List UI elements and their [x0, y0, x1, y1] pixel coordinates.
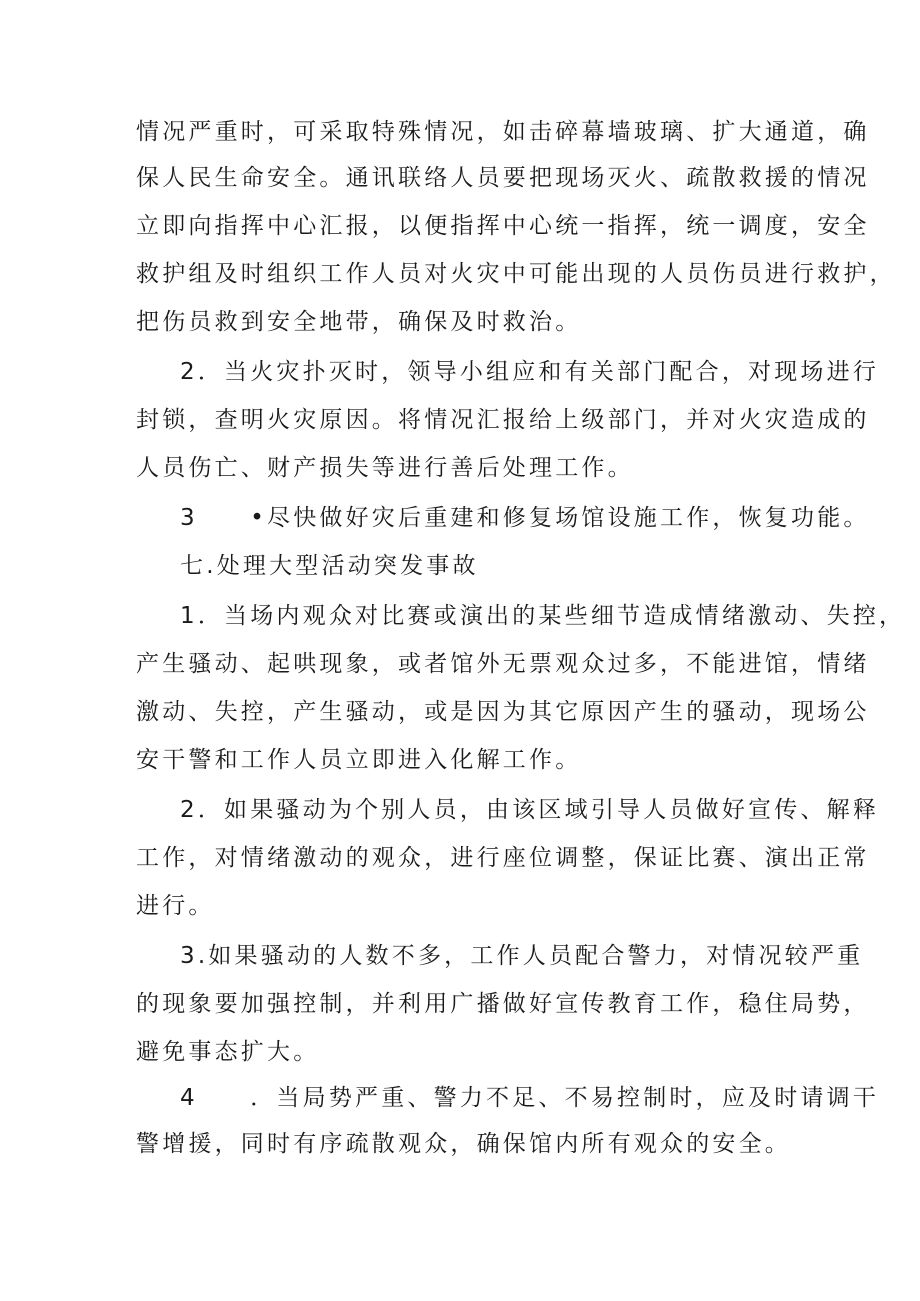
paragraph-line: 情况严重时，可采取特殊情况，如击碎幕墙玻璃、扩大通道，确: [136, 119, 870, 145]
paragraph-line: 安干警和工作人员立即进入化解工作。: [136, 747, 582, 773]
paragraph-line: 立即向指挥中心汇报，以便指挥中心统一指挥，统一调度，安全: [136, 213, 870, 239]
list-item-4-start: 4 ．当局势严重、警力不足、不易控制时，应及时请调干: [180, 1085, 880, 1111]
paragraph-line: 产生骚动、起哄现象，或者馆外无票观众过多，不能进馆，情绪: [136, 651, 870, 677]
section-heading: 七.处理大型活动突发事故: [180, 553, 479, 579]
paragraph-line: 人员伤亡、财产损失等进行善后处理工作。: [136, 455, 634, 481]
paragraph-line: 救护组及时组织工作人员对火灾中可能出现的人员伤员进行救护，: [136, 261, 896, 287]
list-item-3: 3 •尽快做好灾后重建和修复场馆设施工作，恢复功能。: [180, 505, 870, 531]
paragraph-line: 避免事态扩大。: [136, 1039, 320, 1065]
paragraph-line: 进行。: [136, 893, 215, 919]
paragraph-line: 的现象要加强控制，并利用广播做好宣传教育工作，稳住局势，: [136, 991, 870, 1017]
paragraph-line: 警增援，同时有序疏散观众，确保馆内所有观众的安全。: [136, 1131, 791, 1157]
list-item-3-start: 3.如果骚动的人数不多，工作人员配合警力，对情况较严重: [180, 943, 864, 969]
list-item-1-start: 1．当场内观众对比赛或演出的某些细节造成情绪激动、失控，: [180, 603, 906, 629]
paragraph-line: 工作，对情绪激动的观众，进行座位调整，保证比赛、演出正常: [136, 845, 870, 871]
paragraph-line: 封锁，查明火灾原因。将情况汇报给上级部门，并对火灾造成的: [136, 407, 870, 433]
list-item-2-start: 2．如果骚动为个别人员，由该区域引导人员做好宣传、解释: [180, 797, 880, 823]
list-item-2-start: 2．当火灾扑灭时，领导小组应和有关部门配合，对现场进行: [180, 359, 880, 385]
paragraph-line: 保人民生命安全。通讯联络人员要把现场灭火、疏散救援的情况: [136, 165, 870, 191]
paragraph-line: 把伤员救到安全地带，确保及时救治。: [136, 309, 582, 335]
paragraph-line: 激动、失控，产生骚动，或是因为其它原因产生的骚动，现场公: [136, 699, 870, 725]
